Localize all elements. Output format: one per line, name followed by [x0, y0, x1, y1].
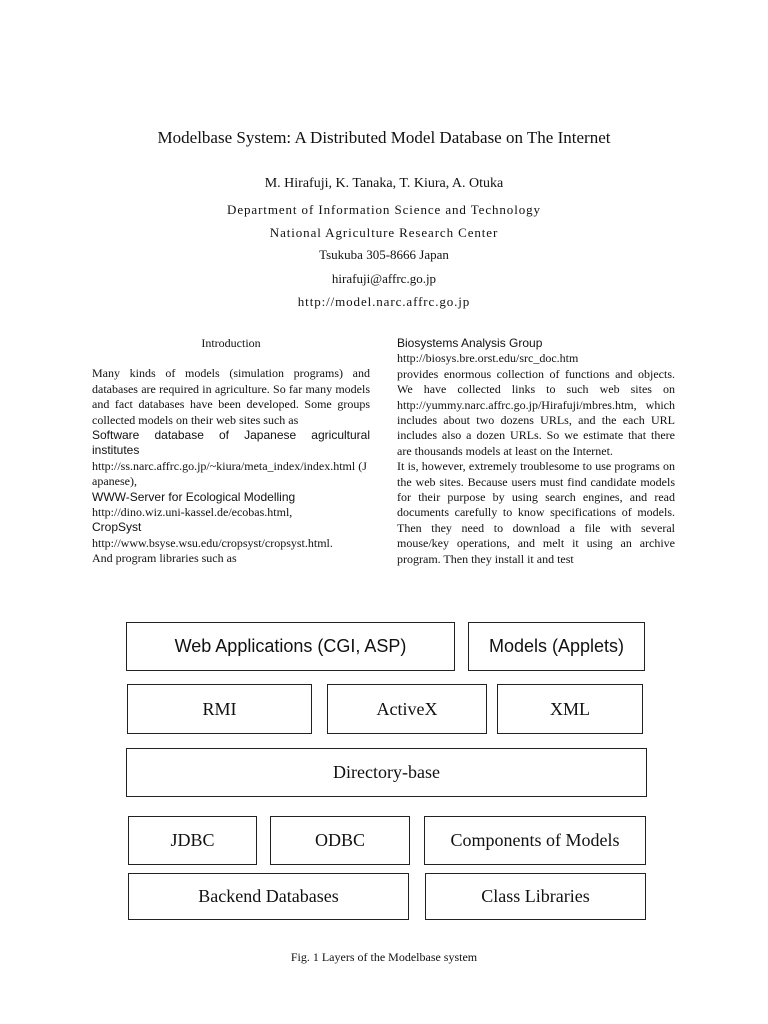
- layer-web-applications: Web Applications (CGI, ASP): [126, 622, 455, 671]
- paper-title: Modelbase System: A Distributed Model Database on The Internet: [157, 128, 611, 147]
- link-title-ecological-modelling: WWW-Server for Ecological Modelling: [92, 489, 296, 504]
- section-heading-introduction: Introduction: [201, 336, 261, 350]
- closing-sentence: And program libraries such as: [92, 551, 237, 566]
- link-url-biosystems: http://biosys.bre.orst.edu/src_doc.htm: [397, 351, 579, 366]
- link-url-ecological-modelling: http://dino.wiz.uni-kassel.de/ecobas.html,: [92, 505, 293, 520]
- layer-class-libraries: Class Libraries: [425, 873, 646, 920]
- postal-address: Tsukuba 305-8666 Japan: [319, 247, 449, 262]
- author-list: M. Hirafuji, K. Tanaka, T. Kiura, A. Otuka: [264, 176, 504, 191]
- project-url: http://model.narc.affrc.go.jp: [297, 294, 471, 309]
- left-column: [92, 336, 370, 567]
- link-title-biosystems: Biosystems Analysis Group: [397, 336, 543, 350]
- link-url-cropsyst: http://www.bsyse.wsu.edu/cropsyst/cropsyst.html.: [92, 535, 333, 550]
- layer-components-of-models: Components of Models: [424, 816, 646, 865]
- affiliation-center: National Agriculture Research Center: [269, 225, 499, 240]
- layer-backend-databases: Backend Databases: [128, 873, 409, 920]
- link-title-cropsyst: CropSyst: [92, 520, 142, 535]
- layer-models-applets: Models (Applets): [468, 622, 645, 671]
- layer-directory-base: Directory-base: [126, 748, 647, 797]
- layer-odbc: ODBC: [270, 816, 410, 865]
- intro-paragraph: Many kinds of models (simulation programs) and databases are required in agriculture. So far many models and fact databases have been developed. Some groups collected models on their web sites such as: [92, 366, 370, 427]
- layer-xml: XML: [497, 684, 643, 734]
- layer-jdbc: JDBC: [128, 816, 257, 865]
- link-url-software-database: http://ss.narc.affrc.go.jp/~kiura/meta_index/index.html (Japanese),: [92, 458, 367, 489]
- affiliation-department: Department of Information Science and Technology: [227, 202, 541, 217]
- body-paragraph-1: provides enormous collection of functions and objects. We have collected links to such web sites on http://yummy.narc.affrc.go.jp/Hirafuji/mbres.htm, which includes about two dozens URLs, and the each URL includes also a dozen URLs. So we estimate that there are thousands models at least on the Internet.: [397, 366, 675, 458]
- right-column: [397, 336, 675, 567]
- layer-rmi: RMI: [127, 684, 312, 734]
- layer-activex: ActiveX: [327, 684, 487, 734]
- link-title-software-database: Software database of Japanese agricultural institutes: [92, 428, 370, 458]
- body-paragraph-2: It is, however, extremely troublesome to use programs on the web sites. Because users must find candidate models for their purpose by using search engines, and read documents carefully to know specifications of models. Then they need to download a file with several mouse/key operations, and melt it using an archive program. Then they install it and test: [397, 459, 675, 566]
- contact-email: hirafuji@affrc.go.jp: [331, 271, 437, 286]
- figure-caption: Fig. 1 Layers of the Modelbase system: [290, 950, 478, 964]
